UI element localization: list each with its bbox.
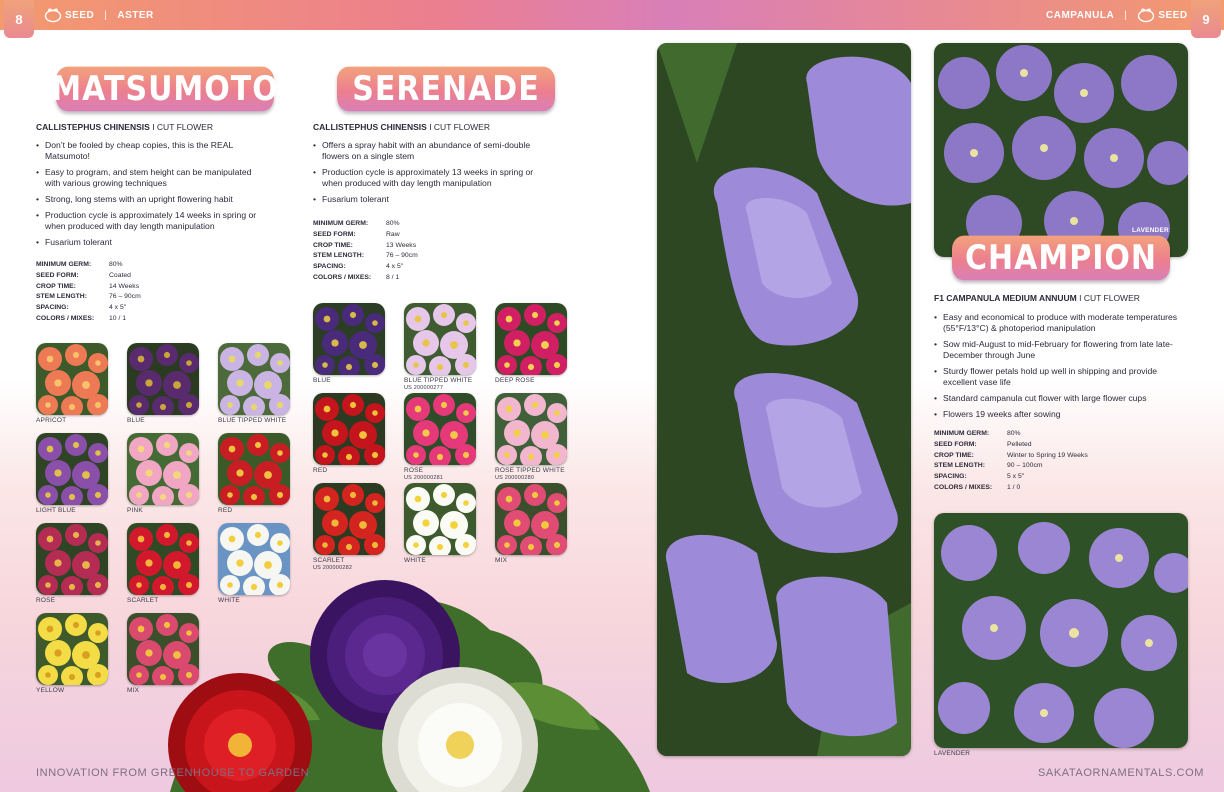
champion-specs xyxy=(934,429,1088,494)
spec-label: MINIMUM GERM: xyxy=(36,261,92,268)
champion-top-photo xyxy=(934,43,1188,257)
seed-brand-label: SEED xyxy=(1158,9,1188,21)
spec-row xyxy=(313,241,418,252)
color-name: BLUE TIPPED WHITE xyxy=(218,417,287,424)
color-swatch-photo xyxy=(313,303,385,375)
color-swatch-photo xyxy=(36,343,108,415)
color-name-caption xyxy=(495,557,507,565)
color-name: ROSE TIPPED WHITE xyxy=(495,467,565,474)
spec-row xyxy=(36,314,141,325)
spec-row xyxy=(313,273,418,284)
feature-bullet: • Production cycle is approximately 13 weeks in spring or when produced with day length manipulation xyxy=(313,167,553,189)
spec-row xyxy=(313,230,418,241)
campanula-photo-art xyxy=(657,43,911,756)
spec-value: Winter to Spring 19 Weeks xyxy=(1007,451,1088,459)
flower-photo-art xyxy=(495,393,567,465)
spec-row xyxy=(934,440,1088,451)
header-right xyxy=(1046,0,1188,30)
spec-row xyxy=(36,260,141,271)
color-name-caption xyxy=(218,507,232,515)
spec-value: 14 Weeks xyxy=(109,282,140,290)
matsumoto-specs xyxy=(36,260,141,325)
spec-label: SPACING: xyxy=(934,473,967,481)
color-name-caption xyxy=(313,467,327,475)
species-name: CALLISTEPHUS CHINENSIS xyxy=(313,122,427,132)
spec-label: SEED FORM: xyxy=(934,440,977,448)
flower-photo-art xyxy=(127,433,199,505)
color-name: ROSE xyxy=(404,467,424,474)
page-number-left: 8 xyxy=(4,0,34,38)
seed-icon xyxy=(44,7,62,23)
spec-label: COLORS / MIXES: xyxy=(934,483,993,491)
color-name: BLUE TIPPED WHITE xyxy=(404,377,473,384)
color-swatch-photo xyxy=(36,433,108,505)
color-name: SCARLET xyxy=(313,557,345,564)
flower-photo-art xyxy=(404,303,476,375)
campanula-cluster-art xyxy=(934,513,1188,748)
color-name-caption xyxy=(495,377,535,385)
spec-value: 76 – 90cm xyxy=(386,252,418,260)
color-name-caption xyxy=(404,557,426,565)
flower-photo-art xyxy=(495,483,567,555)
feature-bullet: • Flowers 19 weeks after sowing xyxy=(934,409,1184,420)
spec-row xyxy=(934,483,1088,494)
feature-bullet: • Don’t be fooled by cheap copies, this is the REAL Matsumoto! xyxy=(36,140,268,162)
header-separator: | xyxy=(104,9,108,21)
feature-bullet: • Fusarium tolerant xyxy=(36,237,268,248)
patent-number: US 200000282 xyxy=(313,564,353,571)
spec-value: Raw xyxy=(386,230,400,238)
color-name: DEEP ROSE xyxy=(495,377,535,384)
campanula-tall-photo xyxy=(657,43,911,756)
spec-value: Pelleted xyxy=(1007,440,1032,448)
seed-logo xyxy=(44,7,94,23)
serenade-features xyxy=(313,140,553,210)
spec-row xyxy=(313,219,418,230)
color-swatch-photo xyxy=(495,303,567,375)
color-name-caption xyxy=(495,467,565,482)
serenade-title: SERENADE xyxy=(337,67,555,112)
patent-number: US 200000277 xyxy=(404,384,444,391)
spec-label: SEED FORM: xyxy=(36,271,79,279)
color-name: RED xyxy=(218,507,233,514)
color-name: RED xyxy=(313,467,328,474)
champion-features xyxy=(934,312,1184,425)
flower-photo-art xyxy=(313,483,385,555)
color-name: BLUE xyxy=(313,377,331,384)
footer-website[interactable]: SAKATAORNAMENTALS.COM xyxy=(1038,767,1205,779)
color-swatch-photo xyxy=(218,343,290,415)
color-name: PINK xyxy=(127,507,143,514)
spec-label: MINIMUM GERM: xyxy=(934,430,990,437)
color-name-caption xyxy=(313,377,331,385)
spec-value: 10 / 1 xyxy=(109,314,127,322)
spec-value: 80% xyxy=(386,220,400,227)
color-name-caption xyxy=(36,417,66,425)
spec-label: STEM LENGTH: xyxy=(36,293,87,301)
spec-row xyxy=(313,262,418,273)
top-banner xyxy=(0,0,1224,30)
spec-row xyxy=(36,292,141,303)
spec-value: Coated xyxy=(109,271,131,279)
species-use: I CUT FLOWER xyxy=(1076,293,1140,303)
color-swatch-photo xyxy=(404,393,476,465)
color-name: YELLOW xyxy=(36,687,65,694)
header-separator: | xyxy=(1124,9,1128,21)
feature-bullet: • Sow mid-August to mid-February for flowering from late late-December through June xyxy=(934,339,1184,361)
patent-number: US 200000280 xyxy=(495,474,535,481)
header-left xyxy=(44,0,154,30)
champion-bottom-photo xyxy=(934,513,1188,748)
section-title-campanula: CAMPANULA xyxy=(1046,9,1115,21)
color-swatch-photo xyxy=(36,613,108,685)
color-swatch-photo xyxy=(495,483,567,555)
flower-photo-art xyxy=(218,343,290,415)
color-name-caption xyxy=(127,507,143,515)
matsumoto-features xyxy=(36,140,268,253)
page-number-right: 9 xyxy=(1191,0,1221,38)
spec-row xyxy=(36,282,141,293)
color-name: MIX xyxy=(127,687,140,694)
spec-row xyxy=(934,461,1088,472)
spec-label: STEM LENGTH: xyxy=(934,462,985,470)
color-name: ROSE xyxy=(36,597,56,604)
campanula-cluster-art xyxy=(934,43,1188,257)
feature-bullet: • Easy and economical to produce with moderate temperatures (55°F/13°C) & photoperiod manipulation xyxy=(934,312,1184,334)
seed-brand-label: SEED xyxy=(65,9,95,21)
spec-value: 13 Weeks xyxy=(386,241,417,249)
spec-value: 1 / 0 xyxy=(1007,483,1021,491)
color-name: SCARLET xyxy=(127,597,159,604)
matsumoto-title: MATSUMOTO xyxy=(56,67,274,112)
color-name-caption xyxy=(404,467,443,482)
spec-label: MINIMUM GERM: xyxy=(313,220,369,227)
flower-photo-art xyxy=(313,393,385,465)
color-name-caption xyxy=(127,417,145,425)
spec-label: COLORS / MIXES: xyxy=(313,273,372,281)
serenade-species xyxy=(313,122,490,132)
color-name: LIGHT BLUE xyxy=(36,507,76,514)
color-name-caption xyxy=(404,377,472,392)
champion-top-photo-label: LAVENDER xyxy=(1132,227,1169,234)
spec-label: COLORS / MIXES: xyxy=(36,314,95,322)
flower-photo-art xyxy=(313,303,385,375)
spec-label: CROP TIME: xyxy=(934,451,974,459)
color-swatch-photo xyxy=(127,343,199,415)
spec-row xyxy=(934,429,1088,440)
spec-row xyxy=(36,303,141,314)
spec-value: 76 – 90cm xyxy=(109,293,141,301)
flower-photo-art xyxy=(36,613,108,685)
color-name-caption xyxy=(36,507,76,515)
spec-row xyxy=(934,472,1088,483)
spec-value: 4 x 5" xyxy=(386,263,404,271)
color-swatch-photo xyxy=(36,523,108,595)
color-swatch-photo xyxy=(404,483,476,555)
champion-species xyxy=(934,293,1140,303)
spec-value: 5 x 5" xyxy=(1007,473,1025,481)
flower-photo-art xyxy=(36,523,108,595)
color-swatch-photo xyxy=(218,433,290,505)
spec-label: CROP TIME: xyxy=(313,241,353,249)
species-name: F1 CAMPANULA MEDIUM ANNUUM xyxy=(934,293,1077,303)
color-name-caption xyxy=(218,417,286,425)
feature-bullet: • Easy to program, and stem height can be manipulated with various growing techniques xyxy=(36,167,268,189)
champion-bottom-photo-label: LAVENDER xyxy=(934,750,971,757)
champion-title: CHAMPION xyxy=(952,236,1170,281)
aster-bouquet-photo xyxy=(130,570,650,792)
seed-icon xyxy=(1137,7,1155,23)
flower-photo-art xyxy=(36,433,108,505)
color-swatch-photo xyxy=(313,393,385,465)
feature-bullet: • Fusarium tolerant xyxy=(313,194,553,205)
color-name-caption xyxy=(36,687,64,695)
color-swatch-photo xyxy=(404,303,476,375)
matsumoto-species xyxy=(36,122,213,132)
flower-photo-art xyxy=(404,483,476,555)
color-name: WHITE xyxy=(218,597,240,604)
spec-value: 4 x 5" xyxy=(109,304,127,312)
spec-row xyxy=(36,271,141,282)
color-name: MIX xyxy=(495,557,508,564)
color-swatch-photo xyxy=(313,483,385,555)
species-use: I CUT FLOWER xyxy=(426,122,490,132)
flower-photo-art xyxy=(127,343,199,415)
seed-logo xyxy=(1137,7,1187,23)
spec-label: CROP TIME: xyxy=(36,282,76,290)
color-swatch-photo xyxy=(495,393,567,465)
spec-label: SPACING: xyxy=(313,263,346,271)
spec-label: STEM LENGTH: xyxy=(313,252,364,260)
spec-value: 80% xyxy=(1007,430,1021,437)
spec-value: 8 / 1 xyxy=(386,273,400,281)
feature-bullet: • Offers a spray habit with an abundance of semi-double flowers on a single stem xyxy=(313,140,553,162)
flower-photo-art xyxy=(495,303,567,375)
color-name: BLUE xyxy=(127,417,145,424)
flower-photo-art xyxy=(218,433,290,505)
serenade-specs xyxy=(313,219,418,284)
feature-bullet: • Strong, long stems with an upright flowering habit xyxy=(36,194,268,205)
spec-row xyxy=(313,251,418,262)
spec-value: 90 – 100cm xyxy=(1007,462,1043,470)
species-name: CALLISTEPHUS CHINENSIS xyxy=(36,122,150,132)
spec-row xyxy=(934,451,1088,462)
spec-label: SPACING: xyxy=(36,304,69,312)
feature-bullet: • Standard campanula cut flower with large flower cups xyxy=(934,393,1184,404)
footer-tagline: INNOVATION FROM GREENHOUSE TO GARDEN xyxy=(36,767,310,779)
flower-photo-art xyxy=(36,343,108,415)
feature-bullet: • Production cycle is approximately 14 weeks in spring or when produced with day length manipulation xyxy=(36,210,268,232)
species-use: I CUT FLOWER xyxy=(149,122,213,132)
flower-photo-art xyxy=(404,393,476,465)
spec-label: SEED FORM: xyxy=(313,230,356,238)
color-name: APRICOT xyxy=(36,417,67,424)
color-swatch-photo xyxy=(127,433,199,505)
color-name: WHITE xyxy=(404,557,426,564)
section-title-aster: ASTER xyxy=(117,9,154,21)
spec-value: 80% xyxy=(109,261,123,268)
color-name-caption xyxy=(36,597,55,605)
feature-bullet: • Sturdy flower petals hold up well in shipping and provide excellent vase life xyxy=(934,366,1184,388)
patent-number: US 200000281 xyxy=(404,474,444,481)
